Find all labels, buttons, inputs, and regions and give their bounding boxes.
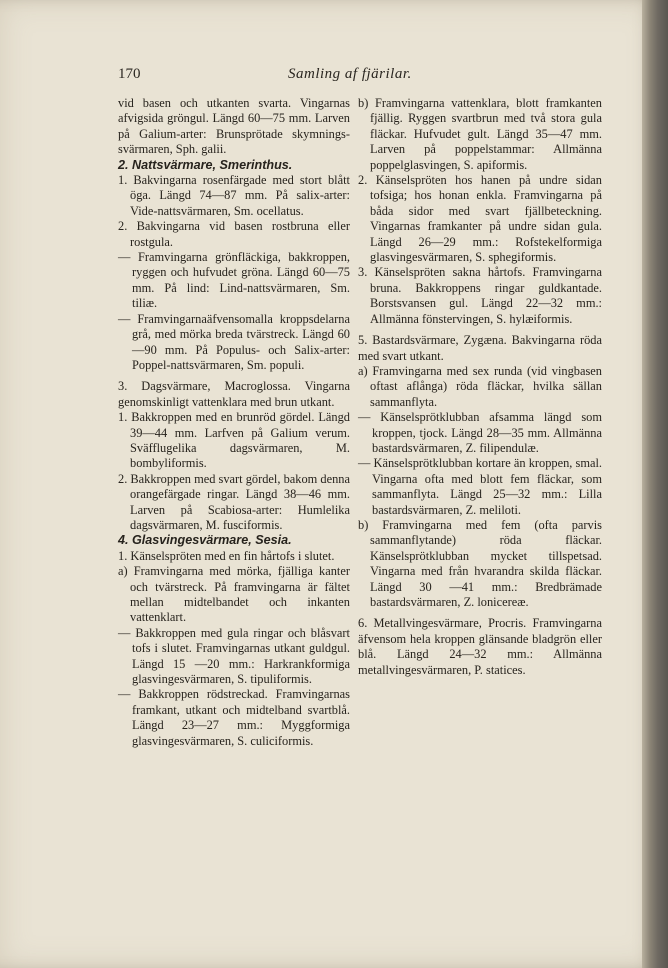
text-paragraph: b) Framvingarna med fem (ofta parvis sammanflytande) röda fläckar. Känselsprötklubban mycket tillspetsad. Vingarna med från hvarandra skilda fläckar. Längd 30 —41 mm.: Bredbrämade bastardsvärmaren, Z. lonicereæ. — [358, 517, 602, 609]
page-number: 170 — [118, 66, 141, 82]
text-paragraph: a) Framvingarna med sex runda (vid vingbasen oftast aflånga) röda fläckar, hvilka sällan sammanflyta. — [358, 363, 602, 409]
left-column — [118, 96, 350, 749]
text-paragraph: 1. Bakkroppen med en brunröd gördel. Längd 39—44 mm. Larfven på Galium verum. Sväfflugelika dagsvärmaren, M. bombyliformis. — [118, 410, 350, 471]
text-paragraph: 2. Känselspröten hos hanen på undre sidan tofsiga; hos honan enkla. Framvingarna på båda sidor med svart fjällbeteckning. Vingarnas framkanter på undre sidan gula. Längd 26—29 mm.: Rofstekelformiga glasvingesvärmaren, S. sphegiformis. — [358, 173, 602, 265]
text-paragraph: b) Framvingarna vattenklara, blott framkanten fjällig. Ryggen svartbrun med två stora gula fläckar. Hufvudet gult. Längd 35—47 mm. Larven på poppelstammar: Allmänna poppelglasvingen, S. apiformis. — [358, 96, 602, 172]
section-heading: 6. Metallvingesvärmare, Procris. Framvingarna äfvensom hela kroppen glänsande bladgrön eller blå. Längd 24—32 mm.: Allmänna metallvingesvärmaren, P. statices. — [358, 616, 602, 677]
right-column — [358, 96, 602, 678]
section-heading: 5. Bastardsvärmare, Zygæna. Bakvingarna röda med svart utkant. — [358, 333, 602, 363]
text-paragraph: 3. Känselspröten sakna hårtofs. Framvingarna bruna. Bakkroppens ringar guldkantade. Borstsvansen gul. Längd 22—32 mm.: Allmänna fönstervingen, S. hylæiformis. — [358, 265, 602, 326]
text-paragraph: — Bakkroppen rödstreckad. Framvingarnas framkant, utkant och midtelband svartblå. Längd 23—27 mm.: Myggformiga glasvingesvärmaren, S. culiciformis. — [118, 687, 350, 748]
section-heading: 3. Dagsvärmare, Macroglossa. Vingarna genomskinligt vattenklara med brun utkant. — [118, 379, 350, 409]
section-heading: 4. Glasvingesvärmare, Sesia. — [118, 533, 292, 548]
text-paragraph: 1. Bakvingarna rosenfärgade med stort blått öga. Längd 74—87 mm. På salix-arter: Vide-nattsvärmaren, Sm. ocellatus. — [118, 173, 350, 218]
book-spine — [642, 0, 668, 968]
text-paragraph: — Framvingarnaäfvensomalla kroppsdelarna grå, med mörka breda tvärstreck. Längd 60—90 mm. På Populus- och Salix-arter: Poppel-nattsvärmaren, Sm. populi. — [118, 311, 350, 372]
text-paragraph: 1. Känselspröten med en fin hårtofs i slutet. — [118, 548, 335, 563]
text-paragraph: — Känselsprötklubban kortare än kroppen, smal. Vingarna ofta med blott fem fläckar, som sammanflyta. Längd 25—32 mm.: Lilla bastardsvärmaren, Z. meliloti. — [358, 456, 602, 517]
text-paragraph: 2. Bakvingarna vid basen rostbruna eller rostgula. — [118, 219, 350, 249]
text-paragraph: 2. Bakkroppen med svart gördel, bakom denna orangefärgade ringar. Längd 38—46 mm. Larven på Scabiosa-arter: Humlelika dagsvärmaren, M. fusciformis. — [118, 471, 350, 532]
text-paragraph: vid basen och utkanten svarta. Vingarnas afvigsida gröngul. Längd 60—75 mm. Larven på Galium-arter: Brunsprötade skymnings-svärmaren, Sph. galii. — [118, 96, 350, 157]
running-title: Samling af fjärilar. — [288, 66, 412, 82]
text-paragraph: — Bakkroppen med gula ringar och blåsvart tofs i slutet. Framvingarnas utkant guldgul. Längd 15 —20 mm.: Harkrankformiga glasvingesvärmaren, S. tipuliformis. — [118, 625, 350, 687]
text-paragraph: — Framvingarna grönfläckiga, bakkroppen, ryggen och hufvudet gröna. Längd 60—75 mm. På lind: Lind-nattsvärmaren, Sm. tiliæ. — [118, 250, 350, 311]
text-paragraph: a) Framvingarna med mörka, fjälliga kanter och tvärstreck. På framvingarna är fältet mellan midtelbandet och inkanten vattenklart. — [118, 564, 350, 625]
text-paragraph: — Känselsprötklubban afsamma längd som kroppen, tjock. Längd 28—35 mm. Allmänna bastardsvärmaren, Z. filipendulæ. — [358, 410, 602, 455]
section-heading: 2. Nattsvärmare, Smerinthus. — [118, 157, 293, 172]
